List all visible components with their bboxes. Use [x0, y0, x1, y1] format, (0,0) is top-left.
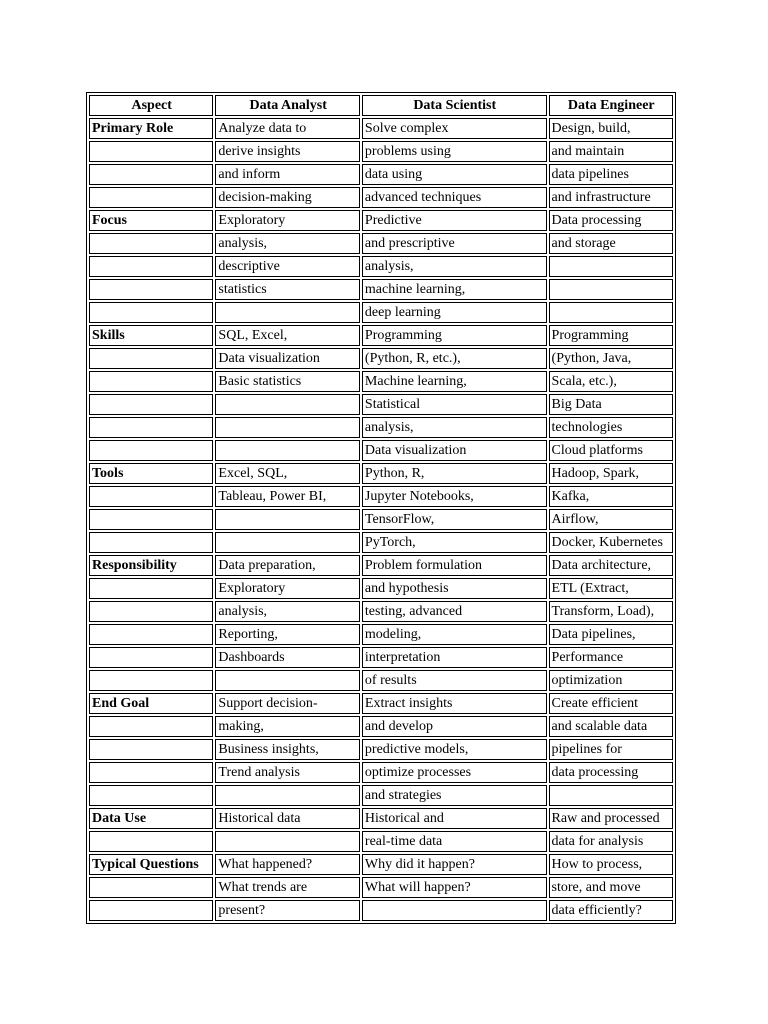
column-header-data-engineer: Data Engineer [549, 95, 673, 116]
table-row [89, 578, 673, 599]
table-row [89, 210, 673, 231]
table-cell-data-engineer: data efficiently? [549, 900, 673, 921]
table-cell-data-analyst: Trend analysis [215, 762, 360, 783]
table-cell-aspect: Primary Role [89, 118, 213, 139]
table-row [89, 348, 673, 369]
table-cell-aspect [89, 302, 213, 323]
table-cell-data-scientist: (Python, R, etc.), [362, 348, 547, 369]
table-cell-data-scientist: machine learning, [362, 279, 547, 300]
table-row [89, 670, 673, 691]
table-cell-aspect [89, 670, 213, 691]
table-cell-data-engineer: Create efficient [549, 693, 673, 714]
table-cell-data-engineer [549, 279, 673, 300]
table-cell-data-engineer [549, 302, 673, 323]
table-cell-data-analyst: decision-making [215, 187, 360, 208]
table-row [89, 555, 673, 576]
table-row [89, 141, 673, 162]
table-cell-data-scientist: Programming [362, 325, 547, 346]
table-cell-data-engineer: and scalable data [549, 716, 673, 737]
table-cell-data-engineer: Data processing [549, 210, 673, 231]
table-cell-aspect [89, 256, 213, 277]
table-cell-aspect [89, 900, 213, 921]
table-cell-data-scientist: and develop [362, 716, 547, 737]
table-cell-data-analyst [215, 394, 360, 415]
table-row [89, 808, 673, 829]
table-cell-data-scientist: Problem formulation [362, 555, 547, 576]
table-cell-data-scientist: real-time data [362, 831, 547, 852]
table-cell-data-analyst: Reporting, [215, 624, 360, 645]
table-cell-data-analyst: analysis, [215, 233, 360, 254]
table-cell-data-scientist: problems using [362, 141, 547, 162]
table-cell-data-analyst: Basic statistics [215, 371, 360, 392]
table-cell-data-engineer: Data pipelines, [549, 624, 673, 645]
table-cell-data-engineer: technologies [549, 417, 673, 438]
table-cell-aspect [89, 785, 213, 806]
table-cell-data-engineer: How to process, [549, 854, 673, 875]
table-cell-aspect [89, 762, 213, 783]
table-cell-aspect [89, 141, 213, 162]
table-row [89, 463, 673, 484]
table-cell-data-scientist: Machine learning, [362, 371, 547, 392]
table-cell-data-engineer: Cloud platforms [549, 440, 673, 461]
table-cell-data-scientist: of results [362, 670, 547, 691]
table-cell-data-engineer: Kafka, [549, 486, 673, 507]
table-row [89, 739, 673, 760]
table-row [89, 693, 673, 714]
table-cell-data-analyst [215, 831, 360, 852]
table-cell-data-scientist: data using [362, 164, 547, 185]
table-cell-data-analyst: Tableau, Power BI, [215, 486, 360, 507]
table-row [89, 371, 673, 392]
table-cell-data-scientist: Python, R, [362, 463, 547, 484]
table-cell-data-engineer [549, 785, 673, 806]
table-cell-data-analyst: Historical data [215, 808, 360, 829]
table-cell-data-engineer: Big Data [549, 394, 673, 415]
table-cell-data-analyst: What happened? [215, 854, 360, 875]
table-cell-data-analyst [215, 532, 360, 553]
table-cell-aspect [89, 739, 213, 760]
table-cell-data-scientist: and hypothesis [362, 578, 547, 599]
table-cell-data-scientist: advanced techniques [362, 187, 547, 208]
table-cell-data-scientist: analysis, [362, 256, 547, 277]
comparison-table [86, 92, 676, 924]
table-cell-data-analyst [215, 509, 360, 530]
table-cell-data-scientist: analysis, [362, 417, 547, 438]
table-cell-data-analyst: Exploratory [215, 578, 360, 599]
table-cell-aspect [89, 187, 213, 208]
table-cell-data-analyst: Dashboards [215, 647, 360, 668]
table-cell-data-scientist: Historical and [362, 808, 547, 829]
table-cell-data-analyst [215, 440, 360, 461]
table-cell-data-analyst [215, 670, 360, 691]
table-row [89, 900, 673, 921]
table-row [89, 187, 673, 208]
table-cell-data-engineer: data pipelines [549, 164, 673, 185]
table-cell-data-engineer: Airflow, [549, 509, 673, 530]
table-cell-data-analyst: Data visualization [215, 348, 360, 369]
table-cell-data-scientist: optimize processes [362, 762, 547, 783]
table-row [89, 486, 673, 507]
table-cell-data-analyst: Analyze data to [215, 118, 360, 139]
table-cell-data-scientist: Extract insights [362, 693, 547, 714]
table-cell-data-analyst: Data preparation, [215, 555, 360, 576]
table-cell-data-engineer: and maintain [549, 141, 673, 162]
table-cell-data-analyst: derive insights [215, 141, 360, 162]
table-cell-data-scientist: Why did it happen? [362, 854, 547, 875]
table-cell-data-scientist: Statistical [362, 394, 547, 415]
table-cell-data-scientist: Solve complex [362, 118, 547, 139]
table-cell-aspect [89, 371, 213, 392]
table-cell-data-engineer: Performance [549, 647, 673, 668]
table-cell-data-engineer: Transform, Load), [549, 601, 673, 622]
table-cell-data-scientist: modeling, [362, 624, 547, 645]
table-cell-data-scientist: Predictive [362, 210, 547, 231]
table-cell-data-engineer: store, and move [549, 877, 673, 898]
table-cell-aspect [89, 831, 213, 852]
table-body [89, 118, 673, 921]
table-cell-aspect [89, 532, 213, 553]
table-row [89, 877, 673, 898]
table-row [89, 164, 673, 185]
table-cell-data-engineer: Scala, etc.), [549, 371, 673, 392]
table-cell-aspect: End Goal [89, 693, 213, 714]
table-cell-data-engineer: Raw and processed [549, 808, 673, 829]
table-row [89, 302, 673, 323]
table-cell-data-analyst: Support decision- [215, 693, 360, 714]
table-cell-data-analyst: analysis, [215, 601, 360, 622]
table-row [89, 624, 673, 645]
table-cell-data-engineer [549, 256, 673, 277]
table-cell-data-analyst [215, 417, 360, 438]
table-cell-aspect: Responsibility [89, 555, 213, 576]
table-row [89, 279, 673, 300]
table-cell-data-engineer: Design, build, [549, 118, 673, 139]
table-cell-aspect [89, 279, 213, 300]
table-row [89, 118, 673, 139]
table-row [89, 233, 673, 254]
table-cell-data-scientist [362, 900, 547, 921]
table-cell-aspect [89, 164, 213, 185]
table-cell-data-engineer: optimization [549, 670, 673, 691]
table-cell-aspect [89, 601, 213, 622]
table-cell-data-engineer: Hadoop, Spark, [549, 463, 673, 484]
table-row [89, 394, 673, 415]
table-cell-data-engineer: Programming [549, 325, 673, 346]
table-cell-aspect: Skills [89, 325, 213, 346]
table-cell-data-engineer: ETL (Extract, [549, 578, 673, 599]
table-row [89, 601, 673, 622]
table-cell-data-engineer: and infrastructure [549, 187, 673, 208]
table-cell-aspect: Typical Questions [89, 854, 213, 875]
table-cell-data-scientist: PyTorch, [362, 532, 547, 553]
table-row [89, 509, 673, 530]
table-cell-data-analyst: making, [215, 716, 360, 737]
table-cell-data-analyst: Exploratory [215, 210, 360, 231]
table-cell-aspect: Focus [89, 210, 213, 231]
table-row [89, 762, 673, 783]
table-cell-data-engineer: (Python, Java, [549, 348, 673, 369]
table-cell-data-scientist: TensorFlow, [362, 509, 547, 530]
table-cell-data-analyst: Business insights, [215, 739, 360, 760]
table-cell-data-engineer: Data architecture, [549, 555, 673, 576]
table-cell-data-analyst [215, 302, 360, 323]
table-cell-data-analyst: descriptive [215, 256, 360, 277]
table-cell-aspect [89, 877, 213, 898]
table-cell-data-analyst: statistics [215, 279, 360, 300]
table-row [89, 785, 673, 806]
table-header-row [89, 95, 673, 116]
table-row [89, 647, 673, 668]
table-cell-aspect: Tools [89, 463, 213, 484]
table-cell-data-scientist: What will happen? [362, 877, 547, 898]
table-cell-aspect [89, 394, 213, 415]
table-cell-data-engineer: Docker, Kubernetes [549, 532, 673, 553]
table-cell-data-engineer: data for analysis [549, 831, 673, 852]
table-row [89, 831, 673, 852]
column-header-data-analyst: Data Analyst [215, 95, 360, 116]
table-cell-data-scientist: interpretation [362, 647, 547, 668]
table-cell-data-analyst: and inform [215, 164, 360, 185]
table-cell-data-analyst: Excel, SQL, [215, 463, 360, 484]
table-cell-data-scientist: and strategies [362, 785, 547, 806]
table-cell-aspect [89, 509, 213, 530]
column-header-aspect: Aspect [89, 95, 213, 116]
table-cell-aspect [89, 716, 213, 737]
table-row [89, 716, 673, 737]
table-cell-data-scientist: predictive models, [362, 739, 547, 760]
table-cell-data-analyst: What trends are [215, 877, 360, 898]
table-cell-data-scientist: Data visualization [362, 440, 547, 461]
table-cell-aspect [89, 486, 213, 507]
table-cell-aspect [89, 233, 213, 254]
table-cell-aspect [89, 348, 213, 369]
table-cell-data-engineer: and storage [549, 233, 673, 254]
table-row [89, 532, 673, 553]
table-row [89, 256, 673, 277]
table-row [89, 854, 673, 875]
table-cell-aspect [89, 647, 213, 668]
table-cell-data-analyst: present? [215, 900, 360, 921]
column-header-data-scientist: Data Scientist [362, 95, 547, 116]
table-cell-aspect: Data Use [89, 808, 213, 829]
table-row [89, 417, 673, 438]
table-cell-data-scientist: Jupyter Notebooks, [362, 486, 547, 507]
table-cell-data-engineer: pipelines for [549, 739, 673, 760]
table-cell-data-analyst: SQL, Excel, [215, 325, 360, 346]
table-cell-aspect [89, 578, 213, 599]
table-cell-data-scientist: testing, advanced [362, 601, 547, 622]
table-cell-aspect [89, 624, 213, 645]
table-cell-data-engineer: data processing [549, 762, 673, 783]
table-cell-aspect [89, 417, 213, 438]
table-row [89, 440, 673, 461]
table-row [89, 325, 673, 346]
table-cell-data-scientist: deep learning [362, 302, 547, 323]
table-cell-data-analyst [215, 785, 360, 806]
table-cell-data-scientist: and prescriptive [362, 233, 547, 254]
table-cell-aspect [89, 440, 213, 461]
